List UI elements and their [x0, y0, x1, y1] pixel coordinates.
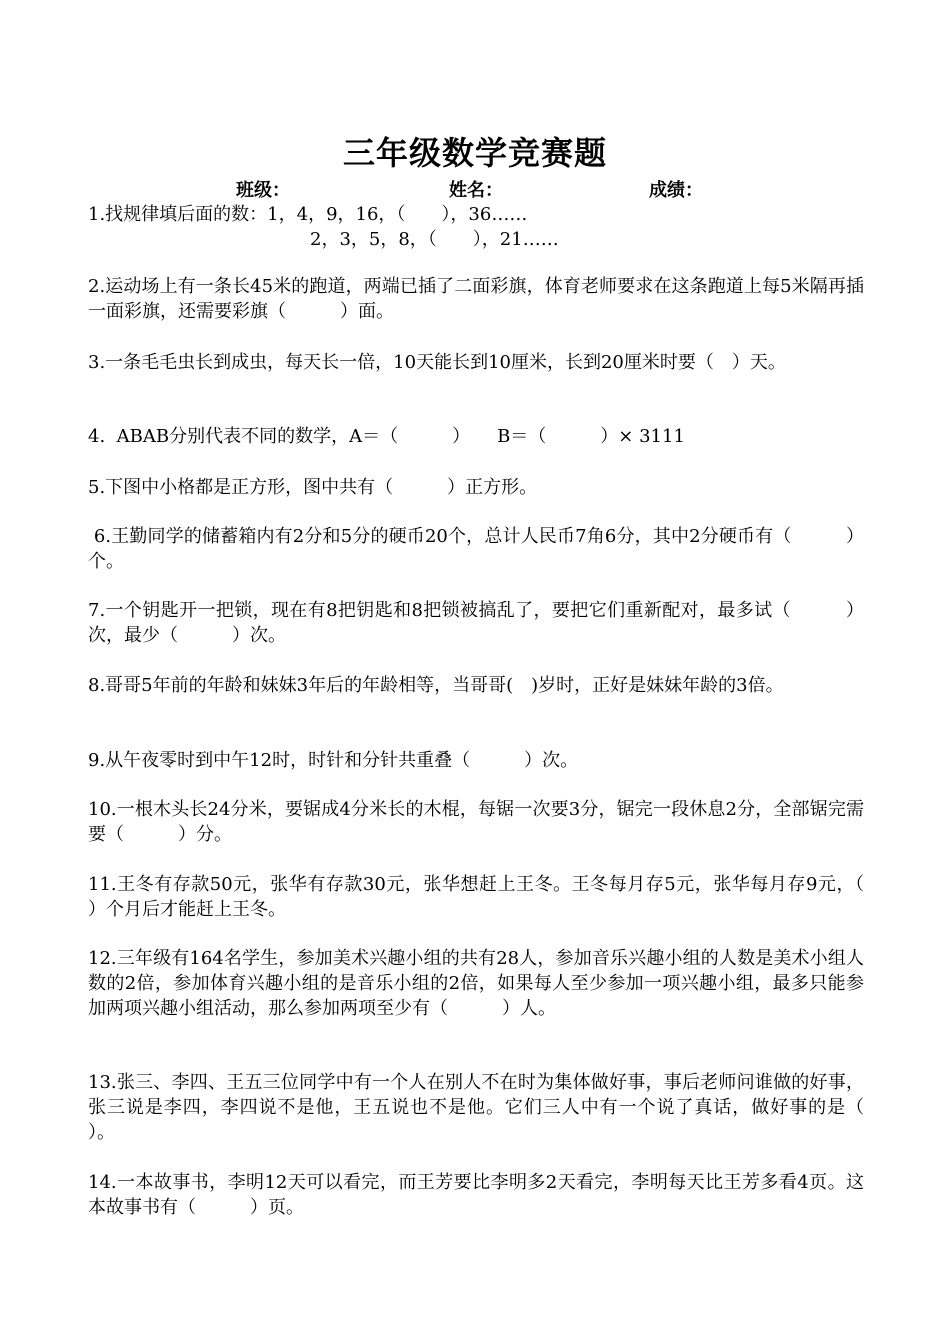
question-4: 4. ABAB分别代表不同的数学，A＝（ ） B＝（ ）× 3111 [88, 426, 685, 447]
student-info-row [0, 176, 950, 202]
question-7: 7.一个钥匙开一把锁，现在有8把钥匙和8把锁被搞乱了，要把它们重新配对，最多试（ ）次，最少（ ）次。 [88, 600, 864, 646]
question-11: 11.王冬有存款50元，张华有存款30元，张华想赶上王冬。王冬每月存5元，张华每月存9元，（ ）个月后才能赶上王冬。 [88, 874, 918, 920]
score-label: 成绩： [649, 180, 703, 201]
question-1-line-2: 2，3，5，8，（ ），21…… [310, 229, 559, 250]
name-label: 姓名： [449, 180, 503, 201]
question-3: 3.一条毛毛虫长到成虫，每天长一倍，10天能长到10厘米，长到20厘米时要（ ）天。 [88, 352, 786, 373]
question-14: 14.一本故事书，李明12天可以看完，而王芳要比李明多2天看完，李明每天比王芳多看4页。这本故事书有（ ）页。 [88, 1172, 864, 1218]
question-1-line-1: 1.找规律填后面的数：1，4，9，16，（ ），36…… [88, 204, 528, 225]
question-9: 9.从午夜零时到中午12时，时针和分针共重叠（ ）次。 [88, 750, 579, 771]
question-6: 6.王勤同学的储蓄箱内有2分和5分的硬币20个，总计人民币7角6分，其中2分硬币有（ ）个。 [88, 526, 864, 572]
question-13: 13.张三、李四、王五三位同学中有一个人在别人不在时为集体做好事，事后老师问谁做的好事，张三说是李四，李四说不是他，王五说也不是他。它们三人中有一个说了真话，做好事的是（ ）。 [88, 1072, 918, 1143]
page-title: 三年级数学竞赛题 [342, 134, 607, 172]
question-10: 10.一根木头长24分米，要锯成4分米长的木棍，每锯一次要3分，锯完一段休息2分，全部锯完需要（ ）分。 [88, 799, 864, 845]
class-label: 班级： [236, 180, 290, 201]
question-2: 2.运动场上有一条长45米的跑道，两端已插了二面彩旗，体育老师要求在这条跑道上每5米隔再插一面彩旗，还需要彩旗（ ）面。 [88, 276, 864, 322]
question-12: 12.三年级有164名学生，参加美术兴趣小组的共有28人，参加音乐兴趣小组的人数是美术小组人数的2倍，参加体育兴趣小组的是音乐小组的2倍，如果每人至少参加一项兴趣小组，最多只能参加两项兴趣小组活动，那么参加两项至少有（ ）人。 [88, 948, 864, 1019]
question-5: 5.下图中小格都是正方形，图中共有（ ）正方形。 [88, 477, 538, 498]
question-8: 8.哥哥5年前的年龄和妹妹3年后的年龄相等，当哥哥( )岁时，正好是妹妹年龄的3倍。 [88, 675, 784, 696]
